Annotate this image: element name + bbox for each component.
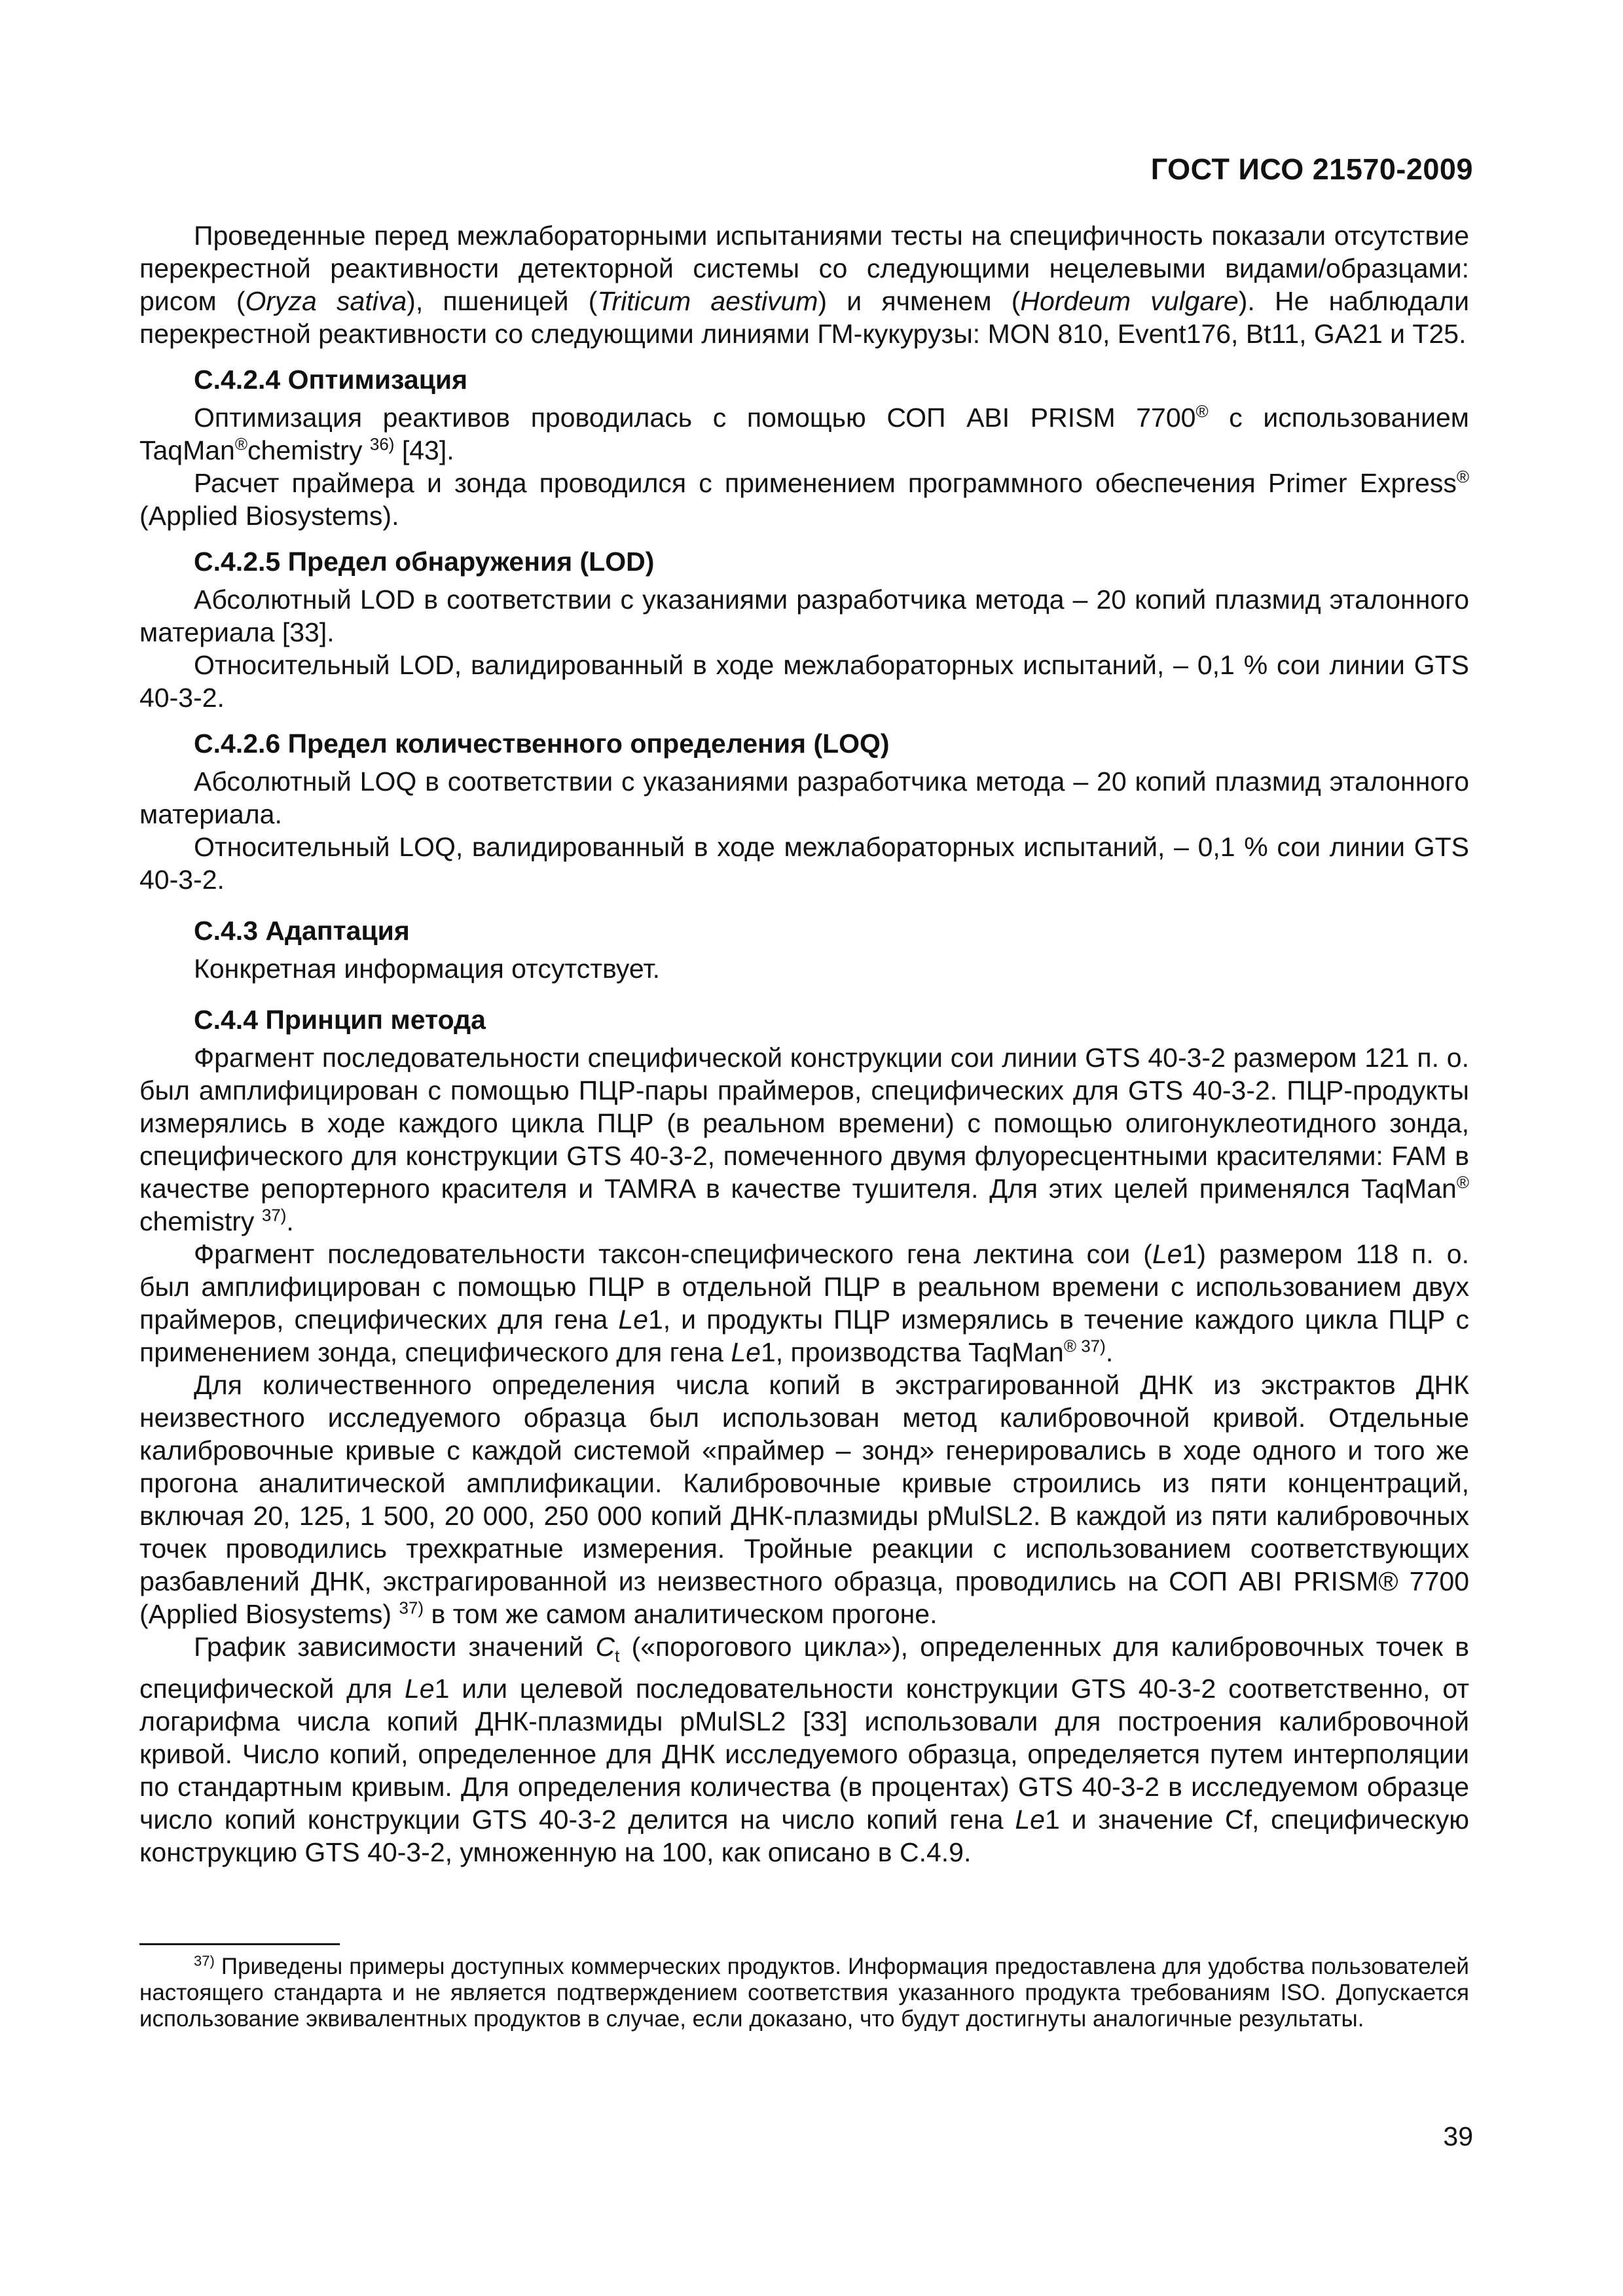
text-run: (Applied Biosystems). <box>139 501 399 531</box>
footnote-ref: 37) <box>261 1205 287 1225</box>
footnote-ref: 36) <box>369 434 395 454</box>
paragraph-principle-1 <box>139 1041 1469 1238</box>
gene-name: Le <box>405 1674 435 1704</box>
text-run: 1) размером 118 п. о. был амплифицирован с помощью ПЦР в отдельной ПЦР в реальном времени с использованием двух праймеров, специфических для гена <box>139 1239 1469 1335</box>
registered-mark: ® <box>1456 467 1469 487</box>
species-name: Triticum aestivum <box>597 286 818 316</box>
text-run: Для количественного определения числа копий в экстрагированной ДНК из экстрактов ДНК неизвестного исследуемого образца был использован метод калибровочной кривой. Отдельные калибровочные кривые с каждой системой «праймер – зонд» генерировались в ходе одного и того же прогона аналитической амплификации. Калибровочные кривые строились из пяти концентраций, включая 20, 125, 1 500, 20 000, 250 000 копий ДНК-плазмиды pMulSL2. В каждой из пяти калибровочных точек проводились трехкратные измерения. Тройные реакции с использованием соответствующих разбавлений ДНК, экстрагированной из неизвестного образца, проводились на СОП ABI PRISM® 7700 (Applied Biosystems) <box>139 1370 1469 1629</box>
footnote-ref: 37) <box>399 1598 424 1618</box>
document-header-code: ГОСТ ИСО 21570-2009 <box>1150 152 1473 186</box>
paragraph-intro: Проведенные перед межлабораторными испытаниями тесты на специфичность показали отсутствие перекрестной реактивности детекторной системы со следующими нецелевыми видами/образцами: рисом (Oryza sativa), пшеницей (Triticum aestivum) и ячменем (Hordeum vulgare). Не наблюдали перекрестной реактивности со следующими линиями ГМ-кукурузы: MON 810, Event176, Bt11, GA21 и T25. <box>139 221 1469 349</box>
registered-mark: ® <box>1456 1172 1469 1193</box>
paragraph-principle-2 <box>139 1238 1469 1369</box>
text-run: Фрагмент последовательности специфической конструкции сои линии GTS 40-3-2 размером 121 п. о. был амплифицирован с помощью ПЦР-пары праймеров, специфических для GTS 40-3-2. ПЦР-продукты измерялись в ходе каждого цикла ПЦР (в реальном времени) с помощью олигонуклеотидного зонда, специфического для конструкции GTS 40-3-2, помеченного двумя флуоресцентными красителями: FAM в качестве репортерного красителя и TAMRA в качестве тушителя. Для этих целей применялся TaqMan <box>139 1043 1469 1204</box>
text-run: 1 и значение Cf, специфическую конструкцию GTS 40-3-2, умноженную на 100, как описано в С.4.9. <box>139 1804 1469 1868</box>
gene-name: Le <box>618 1304 648 1335</box>
text-run: chemistry <box>139 1206 262 1236</box>
registered-mark: ® <box>234 434 248 454</box>
section-heading-adaptation: С.4.3 Адаптация <box>194 916 410 946</box>
page-number: 39 <box>1443 2121 1473 2151</box>
footnote-ref: ® 37) <box>1063 1336 1106 1356</box>
paragraph-adaptation: Конкретная информация отсутствует. <box>194 954 660 984</box>
gene-name: Le <box>731 1337 761 1367</box>
paragraph-optimization-2 <box>139 467 1469 532</box>
paragraph-lod-1: Абсолютный LOD в соответствии с указаниями разработчика метода – 20 копий плазмид эталонного материала [33]. <box>139 584 1469 647</box>
document-body <box>139 219 1469 1869</box>
text-run: Фрагмент последовательности таксон-специфического гена лектина сои ( <box>194 1239 1152 1269</box>
gene-name: Le <box>1152 1239 1182 1269</box>
ct-subscript: t <box>615 1646 620 1666</box>
text-run: [43]. <box>394 435 454 465</box>
text-run: 1, и продукты ПЦР измерялись в течение каждого цикла ПЦР с применением зонда, специфического для гена <box>139 1304 1469 1367</box>
section-heading-optimization: С.4.2.4 Оптимизация <box>194 365 468 395</box>
paragraph-principle-4 <box>139 1630 1469 1869</box>
species-name: Hordeum vulgare <box>1020 286 1239 316</box>
paragraph-principle-3 <box>139 1369 1469 1630</box>
section-heading-principle: С.4.4 Принцип метода <box>194 1005 486 1035</box>
text-run: в том же самом аналитическом прогоне. <box>424 1599 938 1629</box>
ct-symbol: C <box>595 1632 615 1662</box>
footnote-37 <box>139 1954 1469 2032</box>
footnote-text: Приведены примеры доступных коммерческих продуктов. Информация предоставлена для удобства пользователей настоящего стандарта и не является подтверждением соответствия указанного продукта требованиям ISO. Допускается использование эквивалентных продуктов в случае, если доказано, что будут достигнуты аналогичные результаты. <box>139 1954 1469 2032</box>
text-run: Оптимизация реактивов проводилась с помощью СОП ABI PRISM 7700 <box>194 403 1196 433</box>
paragraph-optimization-1 <box>139 401 1469 467</box>
text-run: 1 или целевой последовательности конструкции GTS 40-3-2 соответственно, от логарифма числа копий ДНК-плазмиды pMulSL2 [33] использовали для построения калибровочной кривой. Число копий, определенное для ДНК исследуемого образца, определяется путем интерполяции по стандартным кривым. Для определения количества (в процентах) GTS 40-3-2 в исследуемом образце число копий конструкции GTS 40-3-2 делится на число копий гена <box>139 1674 1469 1835</box>
text-run: chemistry <box>247 435 370 465</box>
gene-name: Le <box>1015 1804 1045 1835</box>
text-run: Расчет праймера и зонда проводился с применением программного обеспечения Primer Express <box>194 468 1457 498</box>
text-run: («порогового цикла»), определенных для калибровочных точек в специфической для <box>139 1632 1469 1704</box>
text-run: График зависимости значений <box>194 1632 596 1662</box>
section-heading-loq: С.4.2.6 Предел количественного определения (LOQ) <box>194 728 890 759</box>
text-run: . <box>286 1206 294 1236</box>
text-run: с использованием TaqMan <box>139 403 1469 465</box>
species-name: Oryza sativa <box>245 286 407 316</box>
text-run: . <box>1105 1337 1114 1367</box>
paragraph-lod-2: Относительный LOD, валидированный в ходе межлабораторных испытаний, – 0,1 % сои линии GTS 40-3-2. <box>139 650 1469 713</box>
registered-mark: ® <box>1195 401 1209 422</box>
footnote-divider <box>139 1943 340 1945</box>
footnote-marker: 37) <box>194 1952 215 1969</box>
text-run: 1, производства TaqMan <box>760 1337 1064 1367</box>
paragraph-loq-1: Абсолютный LOQ в соответствии с указаниями разработчика метода – 20 копий плазмид эталонного материала. <box>139 766 1469 829</box>
section-heading-lod: С.4.2.5 Предел обнаружения (LOD) <box>194 547 655 577</box>
paragraph-loq-2: Относительный LOQ, валидированный в ходе межлабораторных испытаний, – 0,1 % сои линии GTS 40-3-2. <box>139 832 1469 895</box>
